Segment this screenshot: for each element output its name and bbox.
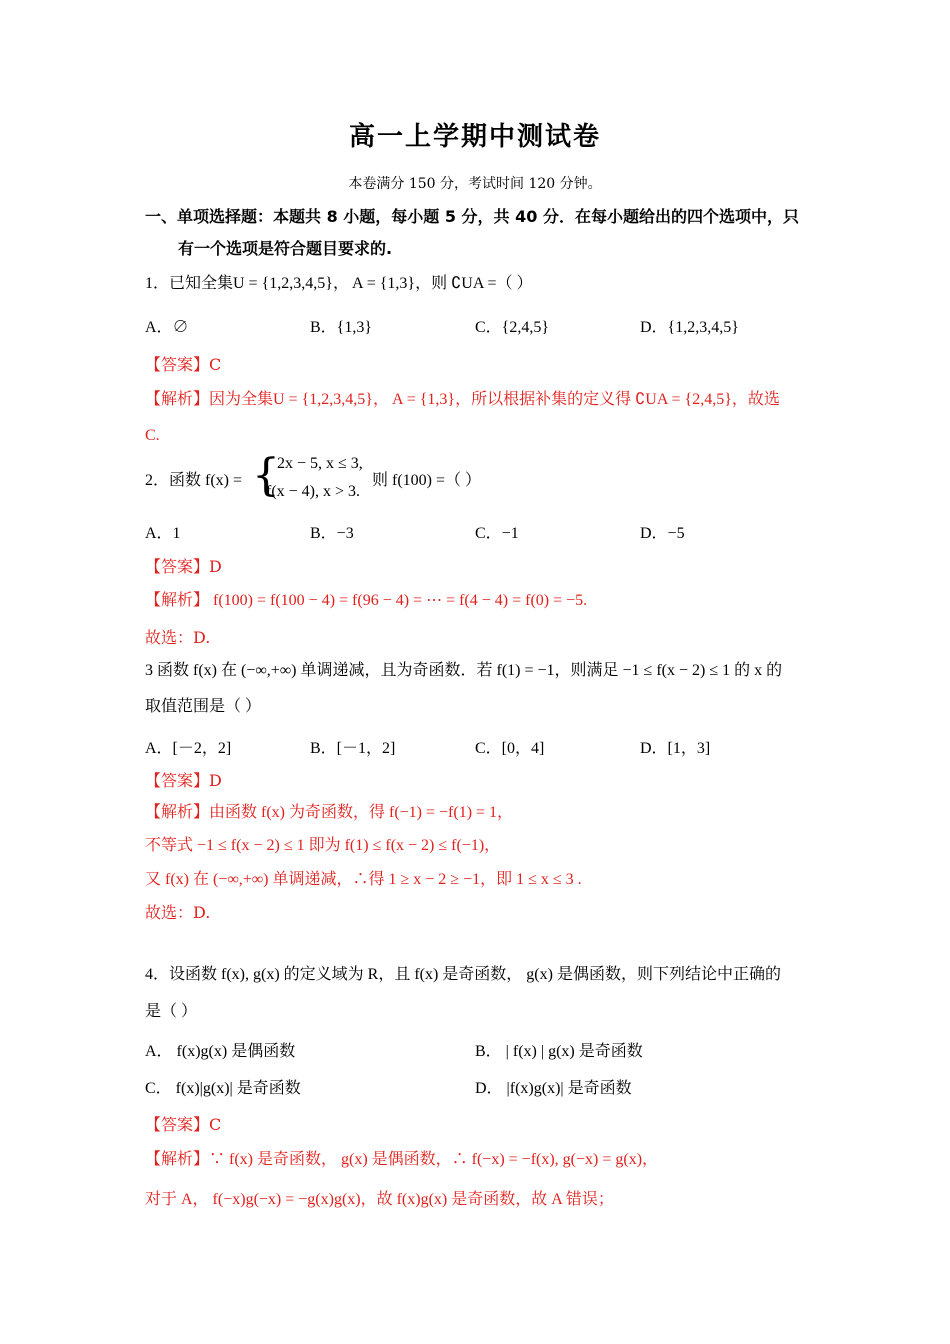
q2-stem-suffix: 则 f(100) =（ ） [372, 472, 482, 489]
q3-analysis-line1: 【解析】由函数 f(x) 为奇函数，得 f(−1) = −f(1) = 1， [145, 804, 514, 821]
q3-analysis-line4: 故选：D. [145, 903, 211, 922]
q4-option-c: C． f(x)|g(x)| 是奇函数 [145, 1080, 301, 1097]
q1-analysis-line1: 【解析】因为全集U = {1,2,3,4,5}， A = {1,3}，所以根据补集的定义得 ∁UA = {2,4,5}，故选 [145, 391, 780, 408]
q2-answer: 【答案】D [145, 557, 222, 576]
q2-case-2: f(x − 4), x > 3. [266, 483, 361, 500]
q3-analysis-line2: 不等式 −1 ≤ f(x − 2) ≤ 1 即为 f(1) ≤ f(x − 2) ≤ f(−1)， [145, 837, 501, 854]
q1-option-c: C．{2,4,5} [475, 319, 550, 336]
q2-case-1: 2x − 5, x ≤ 3, [277, 455, 363, 472]
q4-stem-line2: 是（ ） [145, 1003, 198, 1020]
q2-analysis-line2: 故选：D. [145, 628, 211, 647]
q4-stem-line1: 4．设函数 f(x), g(x) 的定义域为 R，且 f(x) 是奇函数， g(x) 是偶函数，则下列结论中正确的 [145, 966, 781, 983]
q3-analysis-line3: 又 f(x) 在 (−∞,+∞) 单调递减，∴得 1 ≥ x − 2 ≥ −1，即 1 ≤ x ≤ 3 . [145, 871, 582, 888]
q4-option-d: D． |f(x)g(x)| 是奇函数 [475, 1080, 632, 1097]
q3-option-a: A．[－2，2] [145, 740, 232, 757]
q1-answer: 【答案】C [145, 355, 222, 374]
q3-answer: 【答案】D [145, 771, 222, 790]
section-heading-line1: 一、单项选择题：本题共 8 小题，每小题 5 分，共 40 分．在每小题给出的四个选项中，只 [145, 207, 799, 226]
q2-option-a: A．1 [145, 525, 181, 542]
q1-option-b: B．{1,3} [310, 319, 373, 336]
q2-option-b: B．−3 [310, 525, 354, 542]
q3-option-d: D．[1，3] [640, 740, 711, 757]
piecewise-brace: { [252, 450, 280, 501]
q3-option-c: C．[0，4] [475, 740, 545, 757]
q1-analysis-line2: C. [145, 427, 160, 444]
q2-analysis-line1: 【解析】 f(100) = f(100 − 4) = f(96 − 4) = ⋯ = f(4 − 4) = f(0) = −5. [145, 592, 588, 609]
q2-option-d: D．−5 [640, 525, 685, 542]
q4-option-b: B． | f(x) | g(x) 是奇函数 [475, 1043, 643, 1060]
q3-stem-line1: 3 函数 f(x) 在 (−∞,+∞) 单调递减，且为奇函数．若 f(1) = −1，则满足 −1 ≤ f(x − 2) ≤ 1 的 x 的 [145, 662, 783, 679]
q1-option-d: D．{1,2,3,4,5} [640, 319, 739, 336]
q1-stem: 1．已知全集U = {1,2,3,4,5}， A = {1,3}，则 ∁UA =（ ） [145, 275, 533, 292]
q2-stem-prefix: 2．函数 f(x) = [145, 472, 243, 489]
q2-option-c: C．−1 [475, 525, 519, 542]
q3-option-b: B．[－1，2] [310, 740, 396, 757]
q4-answer: 【答案】C [145, 1115, 222, 1134]
page-subtitle: 本卷满分 150 分，考试时间 120 分钟。 [348, 176, 602, 192]
q3-stem-line2: 取值范围是（ ） [145, 698, 262, 715]
q4-option-a: A． f(x)g(x) 是偶函数 [145, 1043, 296, 1060]
page-title: 高一上学期中测试卷 [348, 122, 601, 152]
q4-analysis-line1: 【解析】∵ f(x) 是奇函数， g(x) 是偶函数，∴ f(−x) = −f(x), g(−x) = g(x)， [145, 1151, 659, 1168]
section-heading-line2: 有一个选项是符合题目要求的. [178, 239, 393, 258]
q1-option-a: A．∅ [145, 319, 189, 336]
q4-analysis-line2: 对于 A， f(−x)g(−x) = −g(x)g(x)，故 f(x)g(x) 是奇函数，故 A 错误； [145, 1191, 614, 1208]
